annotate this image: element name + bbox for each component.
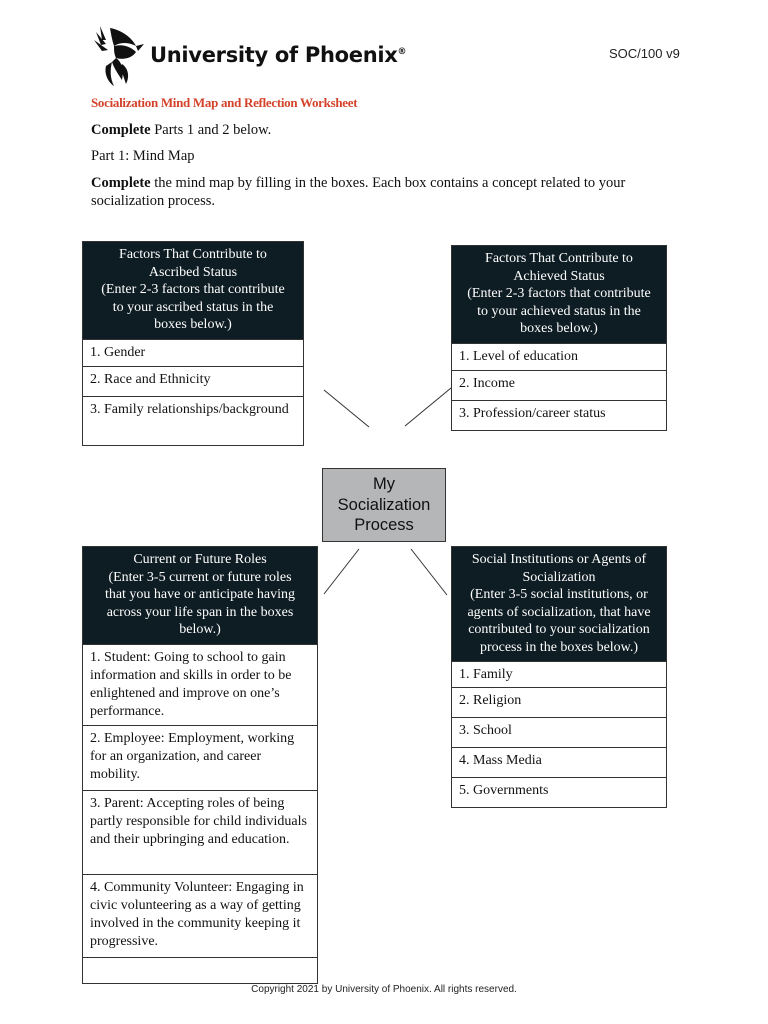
role-item-3[interactable]: 3. Parent: Accepting roles of being partly responsible for child individuals and their upbringing and education. [83, 790, 317, 874]
mind-map-instruction: Complete the mind map by filling in the boxes. Each box contains a concept related to your socialization process. [91, 175, 626, 209]
ascribed-item-3[interactable]: 3. Family relationships/background [83, 396, 303, 445]
institution-item-2[interactable]: 2. Religion [452, 687, 666, 717]
institutions-heading: Social Institutions or Agents of Socialization (Enter 3-5 social institutions, or agents of socialization, that have contributed to your socialization process in the boxes below.) [452, 547, 666, 661]
ascribed-item-2[interactable]: 2. Race and Ethnicity [83, 366, 303, 396]
course-version: SOC/100 v9 [609, 46, 680, 61]
roles-heading: Current or Future Roles (Enter 3-5 current or future roles that you have or anticipate having across your life span in the boxes below.) [83, 547, 317, 644]
logo-wordmark: University of Phoenix® [150, 43, 407, 67]
role-item-4[interactable]: 4. Community Volunteer: Engaging in civic volunteering as a way of getting involved in the community keeping it progressive. [83, 874, 317, 957]
institution-item-1[interactable]: 1. Family [452, 661, 666, 687]
worksheet-title: Socialization Mind Map and Reflection Worksheet [91, 95, 358, 110]
role-item-5[interactable] [83, 957, 317, 983]
copyright-footer: Copyright 2021 by University of Phoenix. All rights reserved. [251, 984, 517, 995]
role-item-2[interactable]: 2. Employee: Employment, working for an organization, and career mobility. [83, 725, 317, 790]
ascribed-status-box [82, 241, 304, 446]
achieved-item-3[interactable]: 3. Profession/career status [452, 400, 666, 430]
connector-ascribed [324, 390, 369, 427]
connector-roles [324, 549, 359, 594]
part1-heading: Part 1: Mind Map [91, 148, 195, 164]
role-item-1[interactable]: 1. Student: Going to school to gain information and skills in order to be enlightened and improve on one’s performance. [83, 644, 317, 725]
ascribed-status-heading: Factors That Contribute to Ascribed Status (Enter 2-3 factors that contribute to your ascribed status in the boxes below.) [83, 242, 303, 339]
social-institutions-box [451, 546, 667, 808]
achieved-status-box [451, 245, 667, 431]
connector-institutions [411, 549, 447, 595]
achieved-status-heading: Factors That Contribute to Achieved Status (Enter 2-3 factors that contribute to your achieved status in the boxes below.) [452, 246, 666, 343]
connector-achieved [405, 388, 451, 426]
my-socialization-process-box: My Socialization Process [322, 468, 446, 542]
institution-item-3[interactable]: 3. School [452, 717, 666, 747]
institution-item-5[interactable]: 5. Governments [452, 777, 666, 807]
institution-item-4[interactable]: 4. Mass Media [452, 747, 666, 777]
current-future-roles-box [82, 546, 318, 984]
achieved-item-1[interactable]: 1. Level of education [452, 343, 666, 370]
instruction-complete-parts: Complete Parts 1 and 2 below. [91, 122, 272, 138]
ascribed-item-1[interactable]: 1. Gender [83, 339, 303, 366]
achieved-item-2[interactable]: 2. Income [452, 370, 666, 400]
